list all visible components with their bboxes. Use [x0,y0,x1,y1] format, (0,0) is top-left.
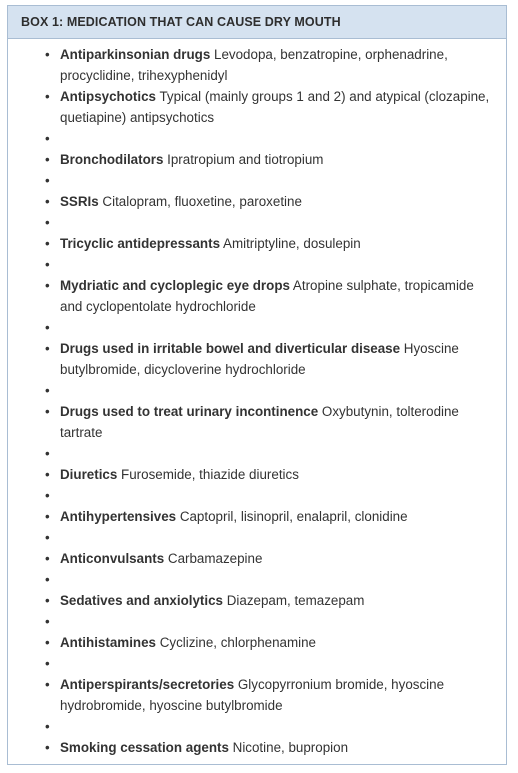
bullet-icon: • [45,89,50,104]
list-item [8,149,506,170]
drug-class-heading: Mydriatic and cycloplegic eye drops [60,278,290,293]
empty-list-item [8,254,506,275]
drug-class-heading: Sedatives and anxiolytics [60,593,223,608]
empty-list-item [8,317,506,338]
drug-examples: Cyclizine, chlorphenamine [155,635,317,650]
list-item [8,674,506,716]
drug-class-heading: Antiperspirants/secretories [60,677,235,692]
empty-list-item [8,128,506,149]
bullet-icon: • [45,551,50,566]
empty-list-item [8,611,506,632]
empty-list-item [8,485,506,506]
list-item [8,401,506,443]
list-item [8,233,506,254]
list-item [8,737,506,758]
bullet-icon: • [45,740,50,755]
box-title: BOX 1: MEDICATION THAT CAN CAUSE DRY MOUTH [8,6,506,39]
empty-list-item [8,212,506,233]
bullet-icon: • [45,152,50,167]
bullet-icon: • [45,320,50,335]
drug-class-heading: Smoking cessation agents [60,740,229,755]
list-item [8,548,506,569]
drug-class-heading: Antihypertensives [60,509,177,524]
bullet-icon: • [45,215,50,230]
bullet-icon: • [45,719,50,734]
drug-class-heading: Antipsychotics [60,89,156,104]
empty-list-item [8,569,506,590]
bullet-icon: • [45,488,50,503]
bullet-icon: • [45,404,50,419]
bullet-icon: • [45,341,50,356]
list-item [8,590,506,611]
drug-examples: Nicotine, bupropion [228,740,349,755]
bullet-icon: • [45,509,50,524]
list-item [8,191,506,212]
drug-class-heading: Tricyclic antidepressants [60,236,221,251]
bullet-icon: • [45,47,50,62]
drug-examples: Ipratropium and tiotropium [163,152,324,167]
bullet-icon: • [45,131,50,146]
drug-examples: Levodopa, benzatropine, orphenadrine, procyclidine, trihexyphenidyl [60,47,448,83]
empty-list-item [8,380,506,401]
drug-class-heading: Antihistamines [60,635,156,650]
drug-class-heading: Diuretics [60,467,118,482]
drug-class-heading: Bronchodilators [60,152,164,167]
drug-class-heading: Anticonvulsants [60,551,165,566]
list-item [8,632,506,653]
bullet-icon: • [45,635,50,650]
empty-list-item [8,443,506,464]
drug-examples: Typical (mainly groups 1 and 2) and atypical (clozapine, quetiapine) antipsychotics [60,89,490,125]
list-item [8,464,506,485]
drug-examples: Hyoscine butylbromide, dicycloverine hydrochloride [60,341,459,377]
bullet-icon: • [45,593,50,608]
bullet-icon: • [45,530,50,545]
drug-examples: Captopril, lisinopril, enalapril, clonidine [176,509,408,524]
bullet-icon: • [45,278,50,293]
medication-box [7,5,507,765]
bullet-icon: • [45,446,50,461]
drug-examples: Furosemide, thiazide diuretics [117,467,299,482]
bullet-icon: • [45,383,50,398]
empty-list-item [8,527,506,548]
bullet-icon: • [45,194,50,209]
bullet-icon: • [45,467,50,482]
drug-examples: Citalopram, fluoxetine, paroxetine [98,194,302,209]
drug-class-heading: Drugs used to treat urinary incontinence [60,404,319,419]
medication-list [8,39,506,758]
drug-examples: Diazepam, temazepam [223,593,365,608]
bullet-icon: • [45,572,50,587]
bullet-icon: • [45,236,50,251]
bullet-icon: • [45,257,50,272]
bullet-icon: • [45,677,50,692]
drug-examples: Carbamazepine [164,551,263,566]
empty-list-item [8,653,506,674]
drug-examples: Glycopyrronium bromide, hyoscine hydrobromide, hyoscine butylbromide [60,677,445,713]
drug-examples: Atropine sulphate, tropicamide and cyclopentolate hydrochloride [60,278,474,314]
list-item [8,506,506,527]
drug-class-heading: SSRIs [60,194,99,209]
drug-class-heading: Antiparkinsonian drugs [60,47,211,62]
bullet-icon: • [45,614,50,629]
list-item [8,275,506,317]
bullet-icon: • [45,173,50,188]
drug-class-heading: Drugs used in irritable bowel and diverticular disease [60,341,401,356]
drug-examples: Amitriptyline, dosulepin [220,236,361,251]
list-item [8,44,506,86]
empty-list-item [8,716,506,737]
list-item [8,86,506,128]
bullet-icon: • [45,656,50,671]
drug-examples: Oxybutynin, tolterodine tartrate [60,404,459,440]
empty-list-item [8,170,506,191]
list-item [8,338,506,380]
